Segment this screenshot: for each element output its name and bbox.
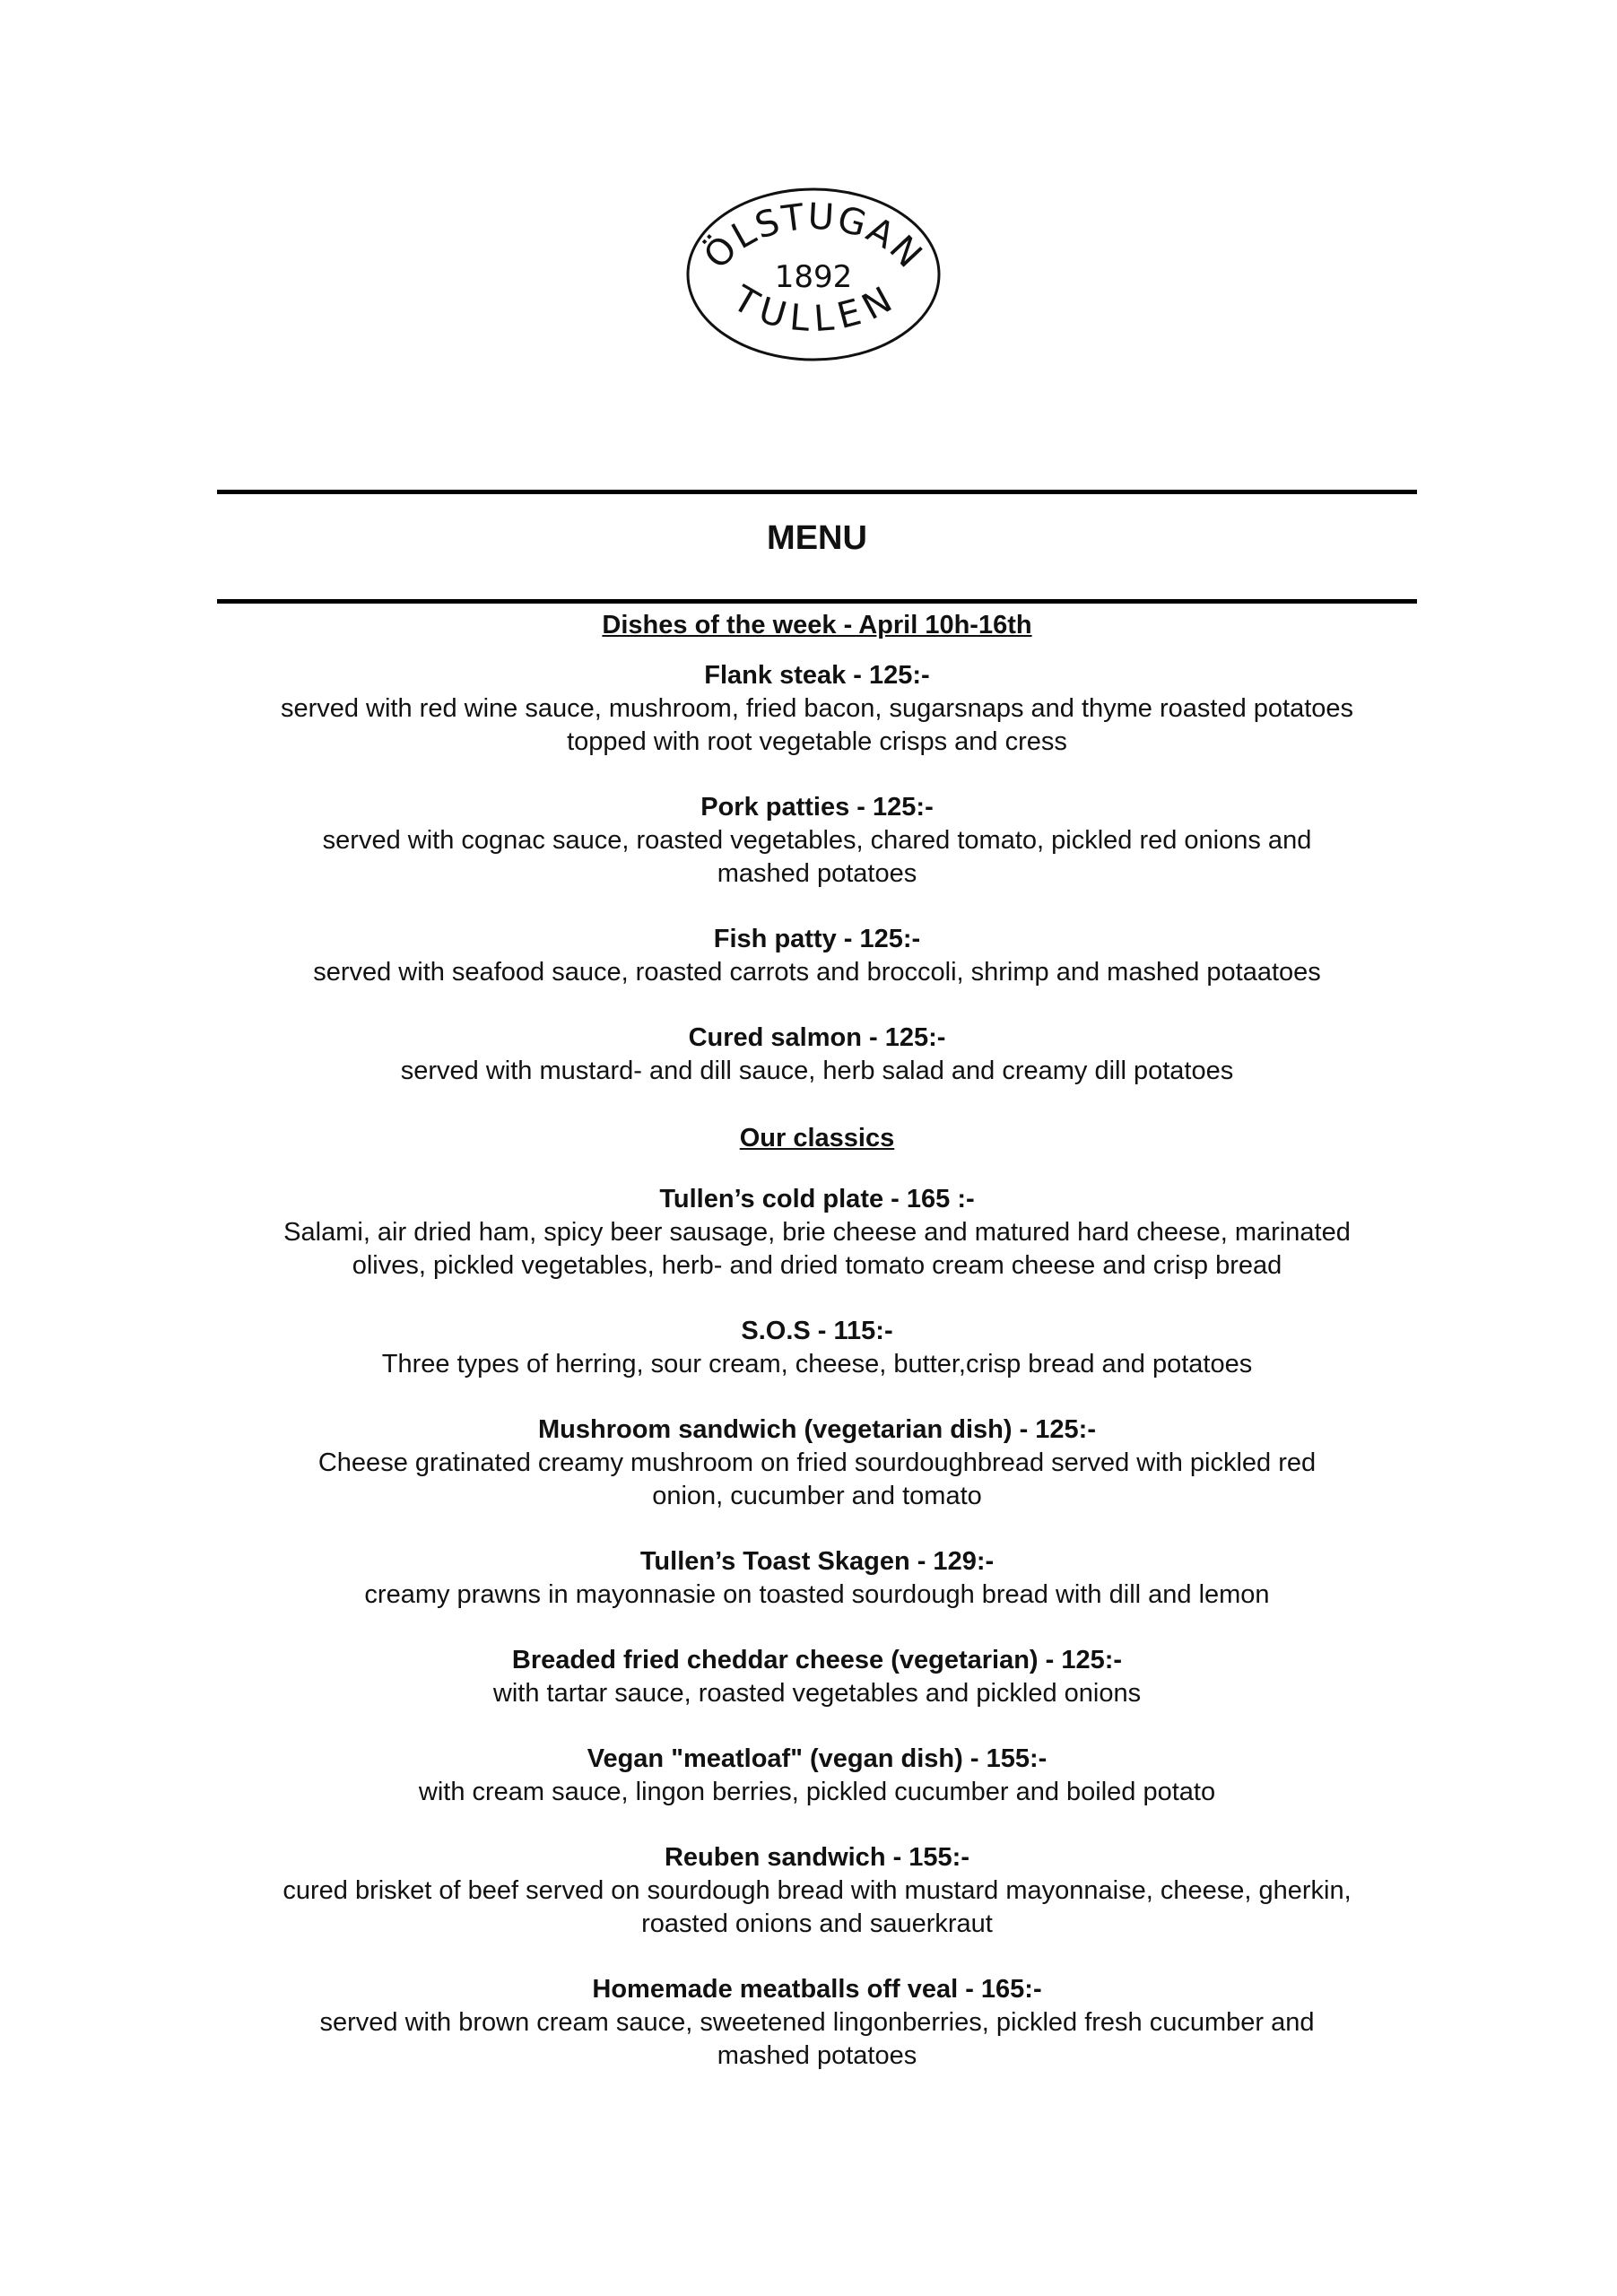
dish-description: served with brown cream sauce, sweetened lingonberries, pickled fresh cucumber and mashed potatoes [319, 2008, 1315, 2070]
dish-name: S.O.S - 115:- [741, 1317, 893, 1345]
section-heading: Dishes of the week - April 10h-16th [602, 611, 1032, 639]
page-title: MENU [767, 519, 867, 557]
dish-item [217, 791, 1417, 891]
dish-item [217, 1413, 1417, 1513]
dish-item [217, 1644, 1417, 1710]
logo-bottom-text: TULLEN [726, 278, 900, 341]
dish-description: cured brisket of beef served on sourdough bread with mustard mayonnaise, cheese, gherkin, roasted onions and sauerkraut [283, 1876, 1352, 1938]
dish-name: Vegan "meatloaf" (vegan dish) - 155:- [587, 1744, 1048, 1773]
dish-name: Cured salmon - 125:- [688, 1023, 946, 1052]
dish-name: Tullen’s Toast Skagen - 129:- [639, 1547, 995, 1576]
dish-item [217, 1545, 1417, 1612]
dish-name: Pork patties - 125:- [700, 793, 934, 822]
bottom-divider [217, 599, 1417, 604]
dish-item [217, 1743, 1417, 1809]
dish-name: Fish patty - 125:- [713, 925, 921, 953]
logo-year: 1892 [774, 259, 853, 295]
dish-item [217, 1841, 1417, 1941]
dish-name: Mushroom sandwich (vegetarian dish) - 125:- [538, 1415, 1096, 1444]
dish-name: Flank steak - 125:- [704, 661, 930, 690]
dish-description: with tartar sauce, roasted vegetables and pickled onions [492, 1679, 1142, 1708]
dish-item [217, 1183, 1417, 1283]
dish-description: Cheese gratinated creamy mushroom on fried sourdoughbread served with pickled red onion, cucumber and tomato [317, 1448, 1317, 1510]
dish-name: Breaded fried cheddar cheese (vegetarian) - 125:- [511, 1646, 1123, 1674]
restaurant-logo [683, 185, 943, 364]
dish-item [217, 923, 1417, 989]
dish-name: Tullen’s cold plate - 165 :- [659, 1185, 975, 1213]
dish-description: Three types of herring, sour cream, cheese, butter,crisp bread and potatoes [381, 1350, 1253, 1378]
dish-item [217, 659, 1417, 759]
logo-oval-emblem [683, 185, 943, 364]
dish-description: served with seafood sauce, roasted carrots and broccoli, shrimp and mashed potaatoes [313, 958, 1321, 987]
dish-description: served with red wine sauce, mushroom, fried bacon, sugarsnaps and thyme roasted potatoes topped with root vegetable crisps and cress [280, 694, 1354, 756]
dish-description: creamy prawns in mayonnasie on toasted sourdough bread with dill and lemon [364, 1580, 1270, 1609]
dish-item [217, 1315, 1417, 1381]
dish-item [217, 1022, 1417, 1088]
section-dishes-of-the-week [217, 607, 1417, 1088]
dish-item [217, 1973, 1417, 2073]
menu-content [217, 607, 1417, 2105]
dish-description: served with cognac sauce, roasted vegetables, chared tomato, pickled red onions and mashed potatoes [322, 826, 1312, 888]
section-our-classics [217, 1120, 1417, 2073]
dish-description: served with mustard- and dill sauce, herb salad and creamy dill potatoes [400, 1057, 1234, 1085]
dish-name: Reuben sandwich - 155:- [664, 1843, 969, 1872]
dish-description: with cream sauce, lingon berries, pickled cucumber and boiled potato [418, 1778, 1216, 1806]
top-divider [217, 490, 1417, 494]
section-heading: Our classics [739, 1124, 895, 1152]
dish-description: Salami, air dried ham, spicy beer sausage, brie cheese and matured hard cheese, marinated olives, pickled vegetables, herb- and dried tomato cream cheese and crisp bread [283, 1218, 1351, 1280]
logo-top-text: ÖLSTUGAN [696, 196, 931, 277]
dish-name: Homemade meatballs off veal - 165:- [592, 1975, 1042, 2004]
